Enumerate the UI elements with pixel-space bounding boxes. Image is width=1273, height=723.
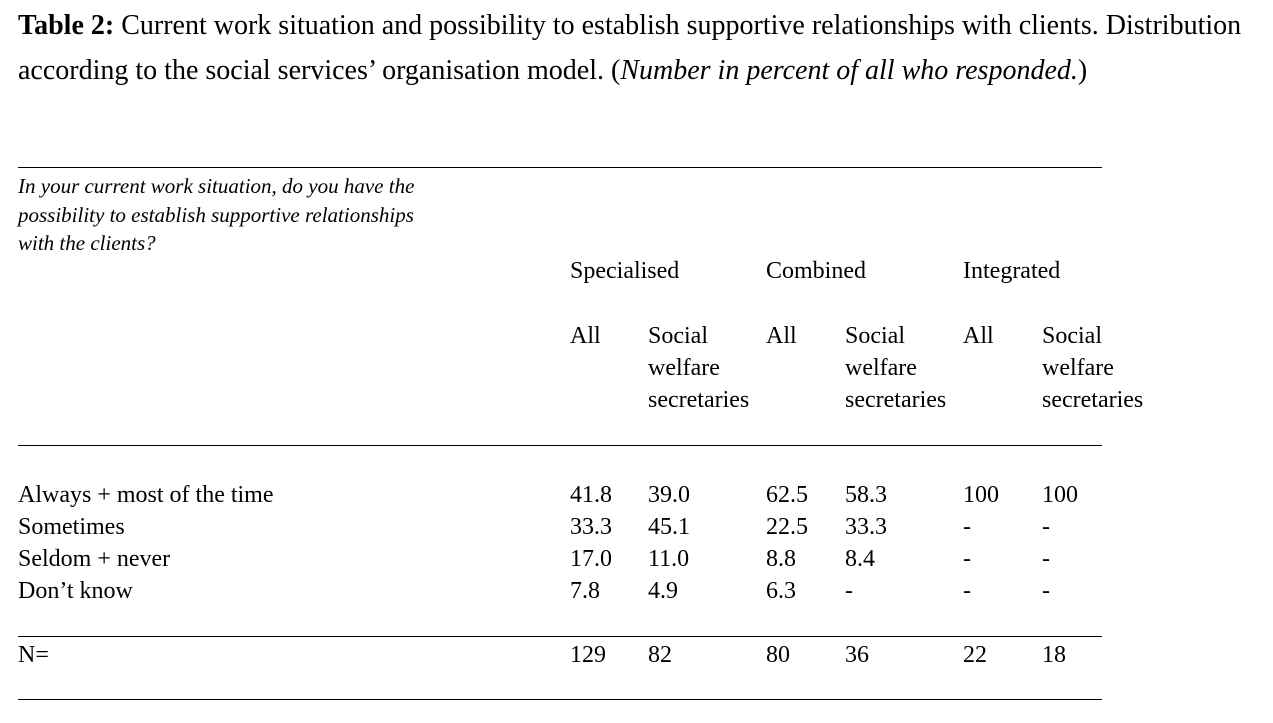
- cell: 58.3: [845, 482, 887, 508]
- caption-close: ): [1077, 54, 1088, 86]
- body-rule: [18, 636, 1102, 637]
- subheader-integrated-secretaries: Social welfare secretaries: [1042, 323, 1144, 413]
- group-header-integrated: Integrated: [963, 258, 1061, 284]
- subheader-combined-all: All: [766, 323, 797, 349]
- n-cell: 18: [1042, 642, 1066, 668]
- cell: -: [845, 578, 853, 604]
- subheader-specialised-all: All: [570, 323, 601, 349]
- cell: -: [1042, 514, 1050, 540]
- cell: 8.8: [766, 546, 796, 572]
- n-cell: 82: [648, 642, 672, 668]
- group-header-specialised: Specialised: [570, 258, 680, 284]
- caption-note: Number in percent of all who responded.: [620, 54, 1078, 86]
- row-label: Sometimes: [18, 514, 125, 540]
- row-label: Always + most of the time: [18, 482, 274, 508]
- cell: -: [963, 514, 971, 540]
- cell: 33.3: [845, 514, 887, 540]
- question-header: In your current work situation, do you have the possibility to establish supportive relationships with the clients?: [18, 174, 415, 255]
- cell: 62.5: [766, 482, 808, 508]
- cell: 45.1: [648, 514, 690, 540]
- cell: -: [1042, 546, 1050, 572]
- cell: 22.5: [766, 514, 808, 540]
- caption-label: Table 2:: [18, 10, 115, 41]
- cell: -: [963, 546, 971, 572]
- n-cell: 129: [570, 642, 606, 668]
- subheader-combined-secretaries: Social welfare secretaries: [845, 323, 947, 413]
- cell: 17.0: [570, 546, 612, 572]
- row-label: Seldom + never: [18, 546, 171, 572]
- caption-text: Current work situation and possibility to establish supportive relationships with clients. Distribution according to the social services’ organisation model. (: [18, 10, 1242, 86]
- top-rule: [18, 167, 1102, 168]
- cell: 8.4: [845, 546, 875, 572]
- n-cell: 80: [766, 642, 790, 668]
- header-rule: [18, 445, 1102, 446]
- row-label: Don’t know: [18, 578, 133, 604]
- cell: 6.3: [766, 578, 796, 604]
- cell: 33.3: [570, 514, 612, 540]
- cell: 39.0: [648, 482, 690, 508]
- cell: 100: [963, 482, 999, 508]
- bottom-rule: [18, 699, 1102, 700]
- cell: 4.9: [648, 578, 678, 604]
- cell: 7.8: [570, 578, 600, 604]
- n-label: N=: [18, 642, 49, 668]
- subheader-specialised-secretaries: Social welfare secretaries: [648, 323, 750, 413]
- group-header-combined: Combined: [766, 258, 866, 284]
- cell: -: [1042, 578, 1050, 604]
- cell: -: [963, 578, 971, 604]
- n-cell: 36: [845, 642, 869, 668]
- cell: 41.8: [570, 482, 612, 508]
- n-cell: 22: [963, 642, 987, 668]
- table-caption: [18, 4, 1263, 93]
- cell: 100: [1042, 482, 1078, 508]
- subheader-integrated-all: All: [963, 323, 994, 349]
- cell: 11.0: [648, 546, 690, 572]
